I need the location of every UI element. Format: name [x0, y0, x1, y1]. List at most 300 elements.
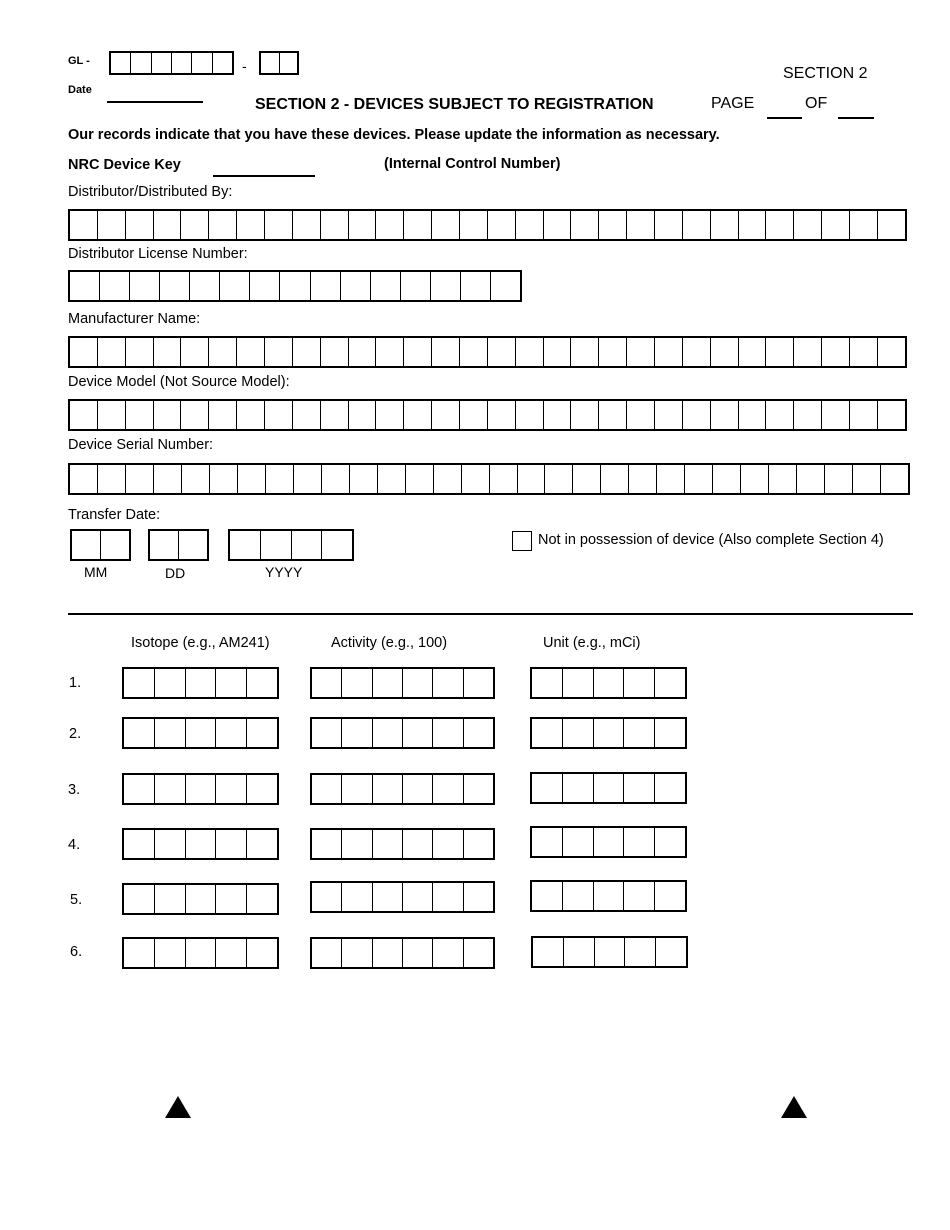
char-box[interactable] [564, 938, 595, 966]
char-box[interactable] [124, 885, 155, 913]
char-box[interactable] [403, 775, 433, 803]
manufacturer-label: Manufacturer Name: [68, 311, 201, 327]
char-box[interactable] [238, 465, 266, 493]
isotope-input[interactable] [122, 937, 279, 969]
char-box[interactable] [624, 669, 655, 697]
char-box[interactable] [599, 338, 627, 366]
char-box[interactable] [563, 882, 594, 910]
isotope-input[interactable] [122, 667, 279, 699]
char-box[interactable] [881, 465, 908, 493]
char-box[interactable] [794, 401, 822, 429]
char-box[interactable] [349, 211, 377, 239]
activity-header: Activity (e.g., 100) [331, 635, 448, 651]
char-box[interactable] [186, 669, 217, 697]
char-box[interactable] [376, 211, 404, 239]
char-box[interactable] [656, 938, 686, 966]
activity-input[interactable] [310, 773, 495, 805]
char-box[interactable] [655, 719, 685, 747]
char-box[interactable] [186, 775, 217, 803]
char-box[interactable] [261, 53, 280, 73]
date-label: Date [68, 84, 92, 96]
char-box[interactable] [563, 828, 594, 856]
char-box[interactable] [878, 401, 905, 429]
char-box[interactable] [850, 338, 878, 366]
char-box[interactable] [657, 465, 685, 493]
transfer-month-input[interactable] [70, 529, 131, 561]
char-box[interactable] [247, 775, 277, 803]
char-box[interactable] [794, 211, 822, 239]
char-box[interactable] [434, 465, 462, 493]
char-box[interactable] [154, 338, 182, 366]
char-box[interactable] [624, 774, 655, 802]
char-box[interactable] [683, 338, 711, 366]
char-box[interactable] [404, 401, 432, 429]
char-box[interactable] [403, 830, 433, 858]
gl-separator: - [242, 58, 247, 74]
char-box[interactable] [247, 939, 277, 967]
char-box[interactable] [460, 211, 488, 239]
char-box[interactable] [403, 669, 433, 697]
char-box[interactable] [126, 465, 154, 493]
char-box[interactable] [655, 669, 685, 697]
char-box[interactable] [713, 465, 741, 493]
char-box[interactable] [741, 465, 769, 493]
char-box[interactable] [101, 531, 129, 559]
char-box[interactable] [460, 338, 488, 366]
char-box[interactable] [220, 272, 250, 300]
char-box[interactable] [373, 883, 403, 911]
char-box[interactable] [571, 401, 599, 429]
char-box[interactable] [70, 272, 100, 300]
isotope-input[interactable] [122, 717, 279, 749]
dd-caption: DD [165, 565, 186, 581]
char-box[interactable] [595, 938, 626, 966]
char-box[interactable] [516, 211, 544, 239]
char-box[interactable] [155, 830, 186, 858]
char-box[interactable] [230, 531, 261, 559]
char-box[interactable] [432, 338, 460, 366]
char-box[interactable] [292, 531, 323, 559]
row-number: 1. [69, 675, 82, 691]
row-number: 4. [68, 837, 81, 853]
char-box[interactable] [599, 211, 627, 239]
char-box[interactable] [404, 338, 432, 366]
char-box[interactable] [401, 272, 431, 300]
char-box[interactable] [186, 719, 217, 747]
char-box[interactable] [70, 465, 98, 493]
char-box[interactable] [624, 828, 655, 856]
char-box[interactable] [739, 401, 767, 429]
char-box[interactable] [247, 830, 277, 858]
char-box[interactable] [72, 531, 101, 559]
char-box[interactable] [154, 211, 182, 239]
mm-caption: MM [84, 564, 108, 580]
char-box[interactable] [321, 211, 349, 239]
char-box[interactable] [342, 669, 372, 697]
char-box[interactable] [433, 775, 463, 803]
unit-header: Unit (e.g., mCi) [543, 635, 641, 651]
license-input[interactable] [68, 270, 522, 302]
char-box[interactable] [342, 830, 372, 858]
char-box[interactable] [186, 939, 217, 967]
transfer-date-label: Transfer Date: [68, 507, 161, 523]
char-box[interactable] [172, 53, 192, 73]
char-box[interactable] [192, 53, 212, 73]
char-box[interactable] [464, 830, 493, 858]
char-box[interactable] [280, 272, 310, 300]
unit-input[interactable] [530, 667, 687, 699]
char-box[interactable] [627, 338, 655, 366]
isotope-input[interactable] [122, 828, 279, 860]
unit-input[interactable] [530, 772, 687, 804]
char-box[interactable] [124, 775, 155, 803]
char-box[interactable] [850, 401, 878, 429]
gl-number-input[interactable] [109, 51, 234, 75]
char-box[interactable] [209, 401, 237, 429]
char-box[interactable] [130, 272, 160, 300]
char-box[interactable] [216, 669, 247, 697]
char-box[interactable] [563, 669, 594, 697]
char-box[interactable] [237, 401, 265, 429]
char-box[interactable] [532, 719, 563, 747]
char-box[interactable] [563, 719, 594, 747]
char-box[interactable] [261, 531, 292, 559]
char-box[interactable] [878, 211, 905, 239]
char-box[interactable] [594, 828, 625, 856]
char-box[interactable] [433, 883, 463, 911]
char-box[interactable] [655, 211, 683, 239]
char-box[interactable] [160, 272, 190, 300]
char-box[interactable] [111, 53, 131, 73]
char-box[interactable] [460, 401, 488, 429]
char-box[interactable] [342, 883, 372, 911]
gl-label: GL - [68, 55, 90, 67]
char-box[interactable] [181, 338, 209, 366]
char-box[interactable] [532, 882, 563, 910]
isotope-input[interactable] [122, 773, 279, 805]
char-box[interactable] [571, 338, 599, 366]
char-box[interactable] [209, 338, 237, 366]
unit-input[interactable] [530, 880, 687, 912]
section-divider [68, 613, 913, 615]
char-box[interactable] [312, 775, 342, 803]
char-box[interactable] [739, 338, 767, 366]
char-box[interactable] [599, 401, 627, 429]
char-box[interactable] [433, 669, 463, 697]
char-box[interactable] [216, 719, 247, 747]
char-box[interactable] [797, 465, 825, 493]
char-box[interactable] [98, 465, 126, 493]
char-box[interactable] [322, 465, 350, 493]
char-box[interactable] [124, 830, 155, 858]
char-box[interactable] [155, 719, 186, 747]
char-box[interactable] [237, 338, 265, 366]
char-box[interactable] [213, 53, 232, 73]
char-box[interactable] [594, 719, 625, 747]
char-box[interactable] [794, 338, 822, 366]
unit-input[interactable] [531, 936, 688, 968]
char-box[interactable] [312, 719, 342, 747]
activity-input[interactable] [310, 881, 495, 913]
activity-input[interactable] [310, 937, 495, 969]
char-box[interactable] [627, 211, 655, 239]
char-box[interactable] [124, 669, 155, 697]
char-box[interactable] [464, 883, 493, 911]
char-box[interactable] [461, 272, 491, 300]
serial-input[interactable] [68, 463, 910, 495]
transfer-day-input[interactable] [148, 529, 209, 561]
char-box[interactable] [182, 465, 210, 493]
char-box[interactable] [491, 272, 520, 300]
char-box[interactable] [265, 401, 293, 429]
char-box[interactable] [655, 774, 685, 802]
char-box[interactable] [216, 939, 247, 967]
char-box[interactable] [822, 338, 850, 366]
char-box[interactable] [464, 669, 493, 697]
page-number-field[interactable] [767, 117, 802, 119]
char-box[interactable] [265, 211, 293, 239]
char-box[interactable] [293, 401, 321, 429]
char-box[interactable] [342, 719, 372, 747]
char-box[interactable] [488, 211, 516, 239]
char-box[interactable] [488, 338, 516, 366]
char-box[interactable] [210, 465, 238, 493]
char-box[interactable] [822, 211, 850, 239]
char-box[interactable] [237, 211, 265, 239]
manufacturer-input[interactable] [68, 336, 907, 368]
char-box[interactable] [376, 338, 404, 366]
char-box[interactable] [350, 465, 378, 493]
char-box[interactable] [406, 465, 434, 493]
char-box[interactable] [373, 939, 403, 967]
char-box[interactable] [432, 211, 460, 239]
char-box[interactable] [878, 338, 905, 366]
char-box[interactable] [70, 401, 98, 429]
model-input[interactable] [68, 399, 907, 431]
char-box[interactable] [544, 211, 572, 239]
char-box[interactable] [349, 338, 377, 366]
unit-input[interactable] [530, 826, 687, 858]
char-box[interactable] [342, 939, 372, 967]
char-box[interactable] [181, 401, 209, 429]
char-box[interactable] [70, 211, 98, 239]
char-box[interactable] [594, 669, 625, 697]
char-box[interactable] [464, 775, 493, 803]
page-total-field[interactable] [838, 117, 874, 119]
activity-input[interactable] [310, 667, 495, 699]
char-box[interactable] [378, 465, 406, 493]
yyyy-caption: YYYY [265, 564, 303, 580]
char-box[interactable] [545, 465, 573, 493]
char-box[interactable] [280, 53, 298, 73]
char-box[interactable] [294, 465, 322, 493]
char-box[interactable] [312, 939, 342, 967]
char-box[interactable] [209, 211, 237, 239]
distributor-label: Distributor/Distributed By: [68, 184, 233, 200]
char-box[interactable] [532, 774, 563, 802]
gl-suffix-input[interactable] [259, 51, 299, 75]
char-box[interactable] [532, 828, 563, 856]
char-box[interactable] [124, 939, 155, 967]
char-box[interactable] [532, 669, 563, 697]
char-box[interactable] [433, 719, 463, 747]
serial-label: Device Serial Number: [68, 437, 214, 453]
char-box[interactable] [766, 338, 794, 366]
char-box[interactable] [655, 882, 685, 910]
char-box[interactable] [573, 465, 601, 493]
char-box[interactable] [571, 211, 599, 239]
unit-input[interactable] [530, 717, 687, 749]
char-box[interactable] [266, 465, 294, 493]
char-box[interactable] [293, 211, 321, 239]
char-box[interactable] [190, 272, 220, 300]
char-box[interactable] [154, 401, 182, 429]
char-box[interactable] [98, 338, 126, 366]
char-box[interactable] [124, 719, 155, 747]
char-box[interactable] [152, 53, 172, 73]
char-box[interactable] [341, 272, 371, 300]
char-box[interactable] [655, 401, 683, 429]
char-box[interactable] [563, 774, 594, 802]
distributor-input[interactable] [68, 209, 907, 241]
char-box[interactable] [247, 719, 277, 747]
char-box[interactable] [216, 775, 247, 803]
char-box[interactable] [544, 401, 572, 429]
char-box[interactable] [433, 830, 463, 858]
char-box[interactable] [403, 719, 433, 747]
char-box[interactable] [126, 211, 154, 239]
char-box[interactable] [433, 939, 463, 967]
char-box[interactable] [247, 669, 277, 697]
char-box[interactable] [655, 828, 685, 856]
char-box[interactable] [179, 531, 207, 559]
char-box[interactable] [265, 338, 293, 366]
char-box[interactable] [250, 272, 280, 300]
char-box[interactable] [98, 401, 126, 429]
isotope-input[interactable] [122, 883, 279, 915]
char-box[interactable] [321, 401, 349, 429]
char-box[interactable] [594, 882, 625, 910]
char-box[interactable] [655, 338, 683, 366]
char-box[interactable] [322, 531, 352, 559]
char-box[interactable] [342, 775, 372, 803]
char-box[interactable] [404, 211, 432, 239]
not-in-possession-checkbox[interactable] [512, 531, 532, 551]
char-box[interactable] [321, 338, 349, 366]
char-box[interactable] [488, 401, 516, 429]
device-key-field[interactable] [213, 175, 315, 177]
char-box[interactable] [432, 401, 460, 429]
char-box[interactable] [544, 338, 572, 366]
char-box[interactable] [431, 272, 461, 300]
char-box[interactable] [371, 272, 401, 300]
char-box[interactable] [624, 719, 655, 747]
char-box[interactable] [216, 830, 247, 858]
char-box[interactable] [155, 885, 186, 913]
char-box[interactable] [533, 938, 564, 966]
char-box[interactable] [625, 938, 656, 966]
char-box[interactable] [247, 885, 277, 913]
char-box[interactable] [100, 272, 130, 300]
row-number: 5. [70, 892, 83, 908]
char-box[interactable] [376, 401, 404, 429]
registration-triangle-right-icon [781, 1096, 807, 1118]
char-box[interactable] [150, 531, 179, 559]
char-box[interactable] [373, 775, 403, 803]
char-box[interactable] [312, 669, 342, 697]
char-box[interactable] [312, 830, 342, 858]
char-box[interactable] [464, 719, 493, 747]
char-box[interactable] [739, 211, 767, 239]
char-box[interactable] [490, 465, 518, 493]
char-box[interactable] [594, 774, 625, 802]
char-box[interactable] [312, 883, 342, 911]
char-box[interactable] [181, 211, 209, 239]
char-box[interactable] [131, 53, 151, 73]
char-box[interactable] [518, 465, 546, 493]
char-box[interactable] [98, 211, 126, 239]
char-box[interactable] [711, 338, 739, 366]
char-box[interactable] [624, 882, 655, 910]
char-box[interactable] [516, 338, 544, 366]
char-box[interactable] [403, 939, 433, 967]
char-box[interactable] [825, 465, 853, 493]
not-in-possession-label: Not in possession of device (Also complete Section 4) [538, 532, 884, 548]
char-box[interactable] [186, 885, 217, 913]
char-box[interactable] [373, 719, 403, 747]
char-box[interactable] [850, 211, 878, 239]
char-box[interactable] [462, 465, 490, 493]
char-box[interactable] [70, 338, 98, 366]
row-number: 2. [69, 726, 82, 742]
char-box[interactable] [126, 401, 154, 429]
char-box[interactable] [373, 669, 403, 697]
char-box[interactable] [293, 338, 321, 366]
char-box[interactable] [349, 401, 377, 429]
activity-input[interactable] [310, 717, 495, 749]
char-box[interactable] [403, 883, 433, 911]
char-box[interactable] [683, 401, 711, 429]
char-box[interactable] [516, 401, 544, 429]
char-box[interactable] [769, 465, 797, 493]
char-box[interactable] [711, 401, 739, 429]
char-box[interactable] [685, 465, 713, 493]
char-box[interactable] [683, 211, 711, 239]
char-box[interactable] [311, 272, 341, 300]
char-box[interactable] [629, 465, 657, 493]
char-box[interactable] [766, 211, 794, 239]
char-box[interactable] [155, 669, 186, 697]
char-box[interactable] [853, 465, 881, 493]
char-box[interactable] [155, 775, 186, 803]
char-box[interactable] [155, 939, 186, 967]
char-box[interactable] [711, 211, 739, 239]
date-field[interactable] [107, 101, 203, 103]
char-box[interactable] [464, 939, 493, 967]
char-box[interactable] [627, 401, 655, 429]
char-box[interactable] [126, 338, 154, 366]
char-box[interactable] [601, 465, 629, 493]
char-box[interactable] [373, 830, 403, 858]
char-box[interactable] [216, 885, 247, 913]
activity-input[interactable] [310, 828, 495, 860]
char-box[interactable] [154, 465, 182, 493]
char-box[interactable] [766, 401, 794, 429]
char-box[interactable] [822, 401, 850, 429]
isotope-header: Isotope (e.g., AM241) [131, 635, 270, 651]
transfer-year-input[interactable] [228, 529, 354, 561]
char-box[interactable] [186, 830, 217, 858]
